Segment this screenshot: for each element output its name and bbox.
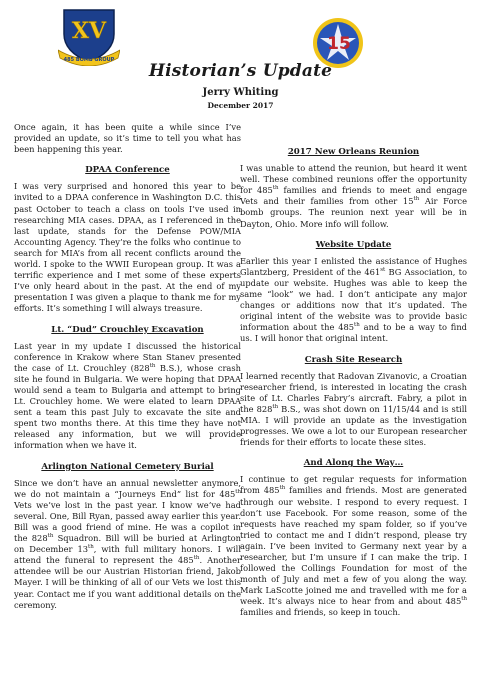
section-body: I learned recently that Radovan Zivanovic, a Croatian researcher friend, is interested in locating the crash site of Lt. Charles Fabry’s aircraft. Fabry, a pilot in the 828th B.S., was shot down on 11/15/44 and is still MIA. I will provide an update as the investigation progresses. We owe a lot to our European researcher friends for their efforts to locate these sites. — [240, 370, 467, 448]
section-heading: And Along the Way… — [303, 458, 404, 469]
newsletter-title: Historian’s Update — [148, 61, 333, 81]
author-name: Jerry Whiting — [202, 87, 279, 98]
section-body: I was unable to attend the reunion, but heard it went well. These combined reunions offer the opportunity for 485th families and friends to meet and engage Vets and their families from other 15th Air Force bomb groups. The reunion next year will be in Dayton, Ohio. More info will follow. — [240, 163, 467, 229]
section-heading: Lt. “Dud” Crouchley Excavation — [51, 324, 204, 335]
svg-text:XV: XV — [71, 18, 107, 44]
section-body: Since we don’t have an annual newsletter anymore, we do not maintain a “Journeys End” list for 485th Vets we’ve lost in the past year. I know we’ve had several. One, Bill Ryan, passed away earlier this year. Bill was a good friend of mine. He was a copilot in the 828th Squadron. Bill will be buried at Arlington on December 13th, with full military honors. I will attend the funeral to represent the 485th. Another attendee will be our Austrian Historian friend, Jakob Mayer. I will be thinking of all of our Vets we lost this year. Contact me if you want additional details on the ceremony. — [14, 477, 241, 610]
issue-date: December 2017 — [207, 101, 274, 110]
section-body: I was very surprised and honored this year to be invited to a DPAA conference in Washington D.C. this past October to teach a class on tools I’ve used in researching MIA cases. DPAA, as I referenced in the last update, stands for the Defense POW/MIA Accounting Agency. They’re the folks who continue to search for MIA’s from all recent conflicts around the world. I spoke to the WWII European group. It was a terrific experience and I met some of these experts I’ve only heard about in the past. At the end of my presentation I was given a plaque to thank me for my efforts. It’s something I will always treasure. — [14, 181, 241, 314]
right-column-body — [240, 122, 467, 139]
section-heading: DPAA Conference — [85, 165, 170, 176]
svg-text:15: 15 — [327, 34, 351, 54]
svg-text:485 BOMB GROUP: 485 BOMB GROUP — [63, 57, 115, 63]
section-heading: 2017 New Orleans Reunion — [287, 147, 420, 157]
intro-paragraph: Once again, it has been quite a while since I’ve provided an update, so it’s time to tell you what has been happening this year. — [14, 122, 241, 155]
section-heading: Website Update — [315, 239, 392, 250]
section-heading: Arlington National Cemetery Burial — [41, 461, 214, 472]
section-body: Earlier this year I enlisted the assistance of Hughes Glantzberg, President of the 461st BG Association, to update our website. Hughes was able to keep the same “look” we had. I don’t anticipate any major changes or additions now that it’s updated. The original intent of the website was to provide basic information about the 485th and to be a way to find us. I will honor that original intent. — [240, 255, 467, 344]
section-body: I continue to get regular requests for information from 485th families and friends. Most are generated through our website. I respond to every request. I don’t use Facebook. For some reason, some of the requests have reached my spam folder, so if you’ve tried to contact me and I didn’t respond, please try again. I’ve been invited to Germany next year by a researcher, but I’m unsure if I can make the trip. I followed the Collings Foundation for most of the month of July and met a few of you along the way. Mark LaScotte joined me and travelled with me for a week. It’s always nice to hear from and about 485th families and friends, so keep in touch. — [240, 474, 467, 618]
485th-bomb-group-shield-icon — [58, 8, 120, 66]
section-heading: Crash Site Research — [304, 354, 403, 365]
section-body: Last year in my update I discussed the historical conference in Krakow where Stan Stanev presented the case of Lt. Crouchley (828th B.S.), whose crash site he found in Bulgaria. We were hoping that DPAA would send a team to Bulgaria and attempt to bring Lt. Crouchley home. We were elated to learn DPAA sent a team this past July to excavate the site and spent two months there. At this time they have not released any information, but we will provide information when we have it. — [14, 340, 241, 451]
left-column — [14, 122, 241, 621]
right-column-sections — [240, 147, 467, 629]
